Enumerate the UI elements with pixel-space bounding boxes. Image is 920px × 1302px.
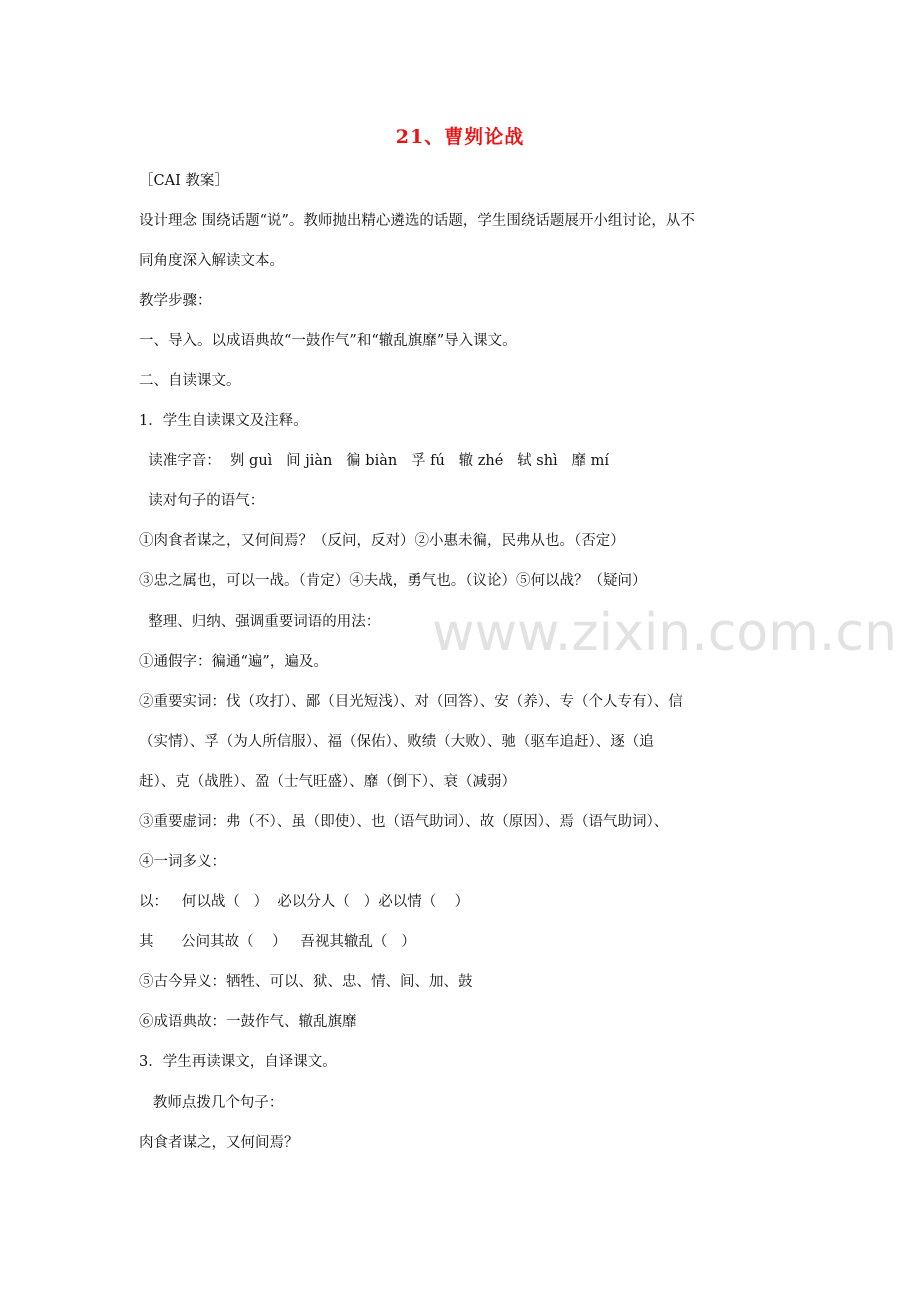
text-line-sentence: 肉食者谋之，又何间焉？ — [139, 1135, 299, 1151]
text-line-design-concept: 设计理念 围绕话题“说”。教师抛出精心遴选的话题，学生围绕话题展开小组讨论，从不 — [139, 213, 695, 229]
text-line-content-words-3: 赶）、克（战胜）、盈（士气旺盛）、靡（倒下）、衰（减弱） — [139, 774, 516, 790]
text-line-summary-heading: 整理、归纳、强调重要词语的用法： — [139, 614, 381, 630]
text-line-item-1: 1．学生自读课文及注释。 — [139, 413, 308, 429]
text-line-polysemy-qi: 其 公问其故（ ） 吾视其辙乱（ ） — [139, 934, 416, 950]
text-line-item-3: 3．学生再读课文，自译课文。 — [139, 1054, 337, 1070]
text-line-tone-1: ①肉食者谋之，又何间焉？（反问，反对）②小惠未徧，民弗从也。（否定） — [139, 533, 625, 549]
text-line-step-two: 二、自读课文。 — [139, 373, 241, 389]
document-title: 21、曹刿论战 — [395, 126, 525, 148]
text-line-cai-label: ［CAI 教案］ — [139, 173, 229, 189]
watermark: www.zixin.com.cn — [432, 603, 897, 663]
text-line-content-words-1: ②重要实词：伐（攻打）、鄙（目光短浅）、对（回答）、安（养）、专（个人专有）、信 — [139, 694, 683, 710]
text-line-tone-heading: 读对句子的语气： — [139, 493, 265, 509]
text-line-content-words-2: （实情）、孚（为人所信服）、福（保佑）、败绩（大败）、驰（驱车追赶）、逐（追 — [139, 734, 654, 750]
text-line-polysemy-yi: 以： 何以战（ ） 必以分人（ ）必以情（ ） — [139, 894, 470, 910]
text-line-ancient-modern: ⑤古今异义：牺牲、可以、狱、忠、情、间、加、鼓 — [139, 974, 473, 990]
text-line-polysemy-heading: ④一词多义： — [139, 854, 226, 870]
text-line-tongjiazi: ①通假字：徧通“遍”，遍及。 — [139, 654, 328, 670]
text-line-steps-heading: 教学步骤： — [139, 293, 212, 309]
text-line-pronunciation: 读准字音： 刿 guì 间 jiàn 徧 biàn 孚 fú 辙 zhé 轼 shì 靡 mí — [139, 453, 610, 469]
text-line-teacher-guide: 教师点拨几个句子： — [139, 1095, 284, 1111]
text-line-step-one: 一、导入。以成语典故“一鼓作气”和“辙乱旗靡”导入课文。 — [139, 333, 517, 349]
text-line-idioms: ⑥成语典故：一鼓作气、辙乱旗靡 — [139, 1014, 357, 1030]
text-line-function-words: ③重要虚词：弗（不）、虽（即使）、也（语气助词）、故（原因）、焉（语气助词）、 — [139, 814, 669, 830]
text-line-tone-2: ③忠之属也，可以一战。（肯定）④夫战，勇气也。（议论）⑤何以战？（疑问） — [139, 573, 647, 589]
text-line-design-concept-cont: 同角度深入解读文本。 — [139, 253, 284, 269]
